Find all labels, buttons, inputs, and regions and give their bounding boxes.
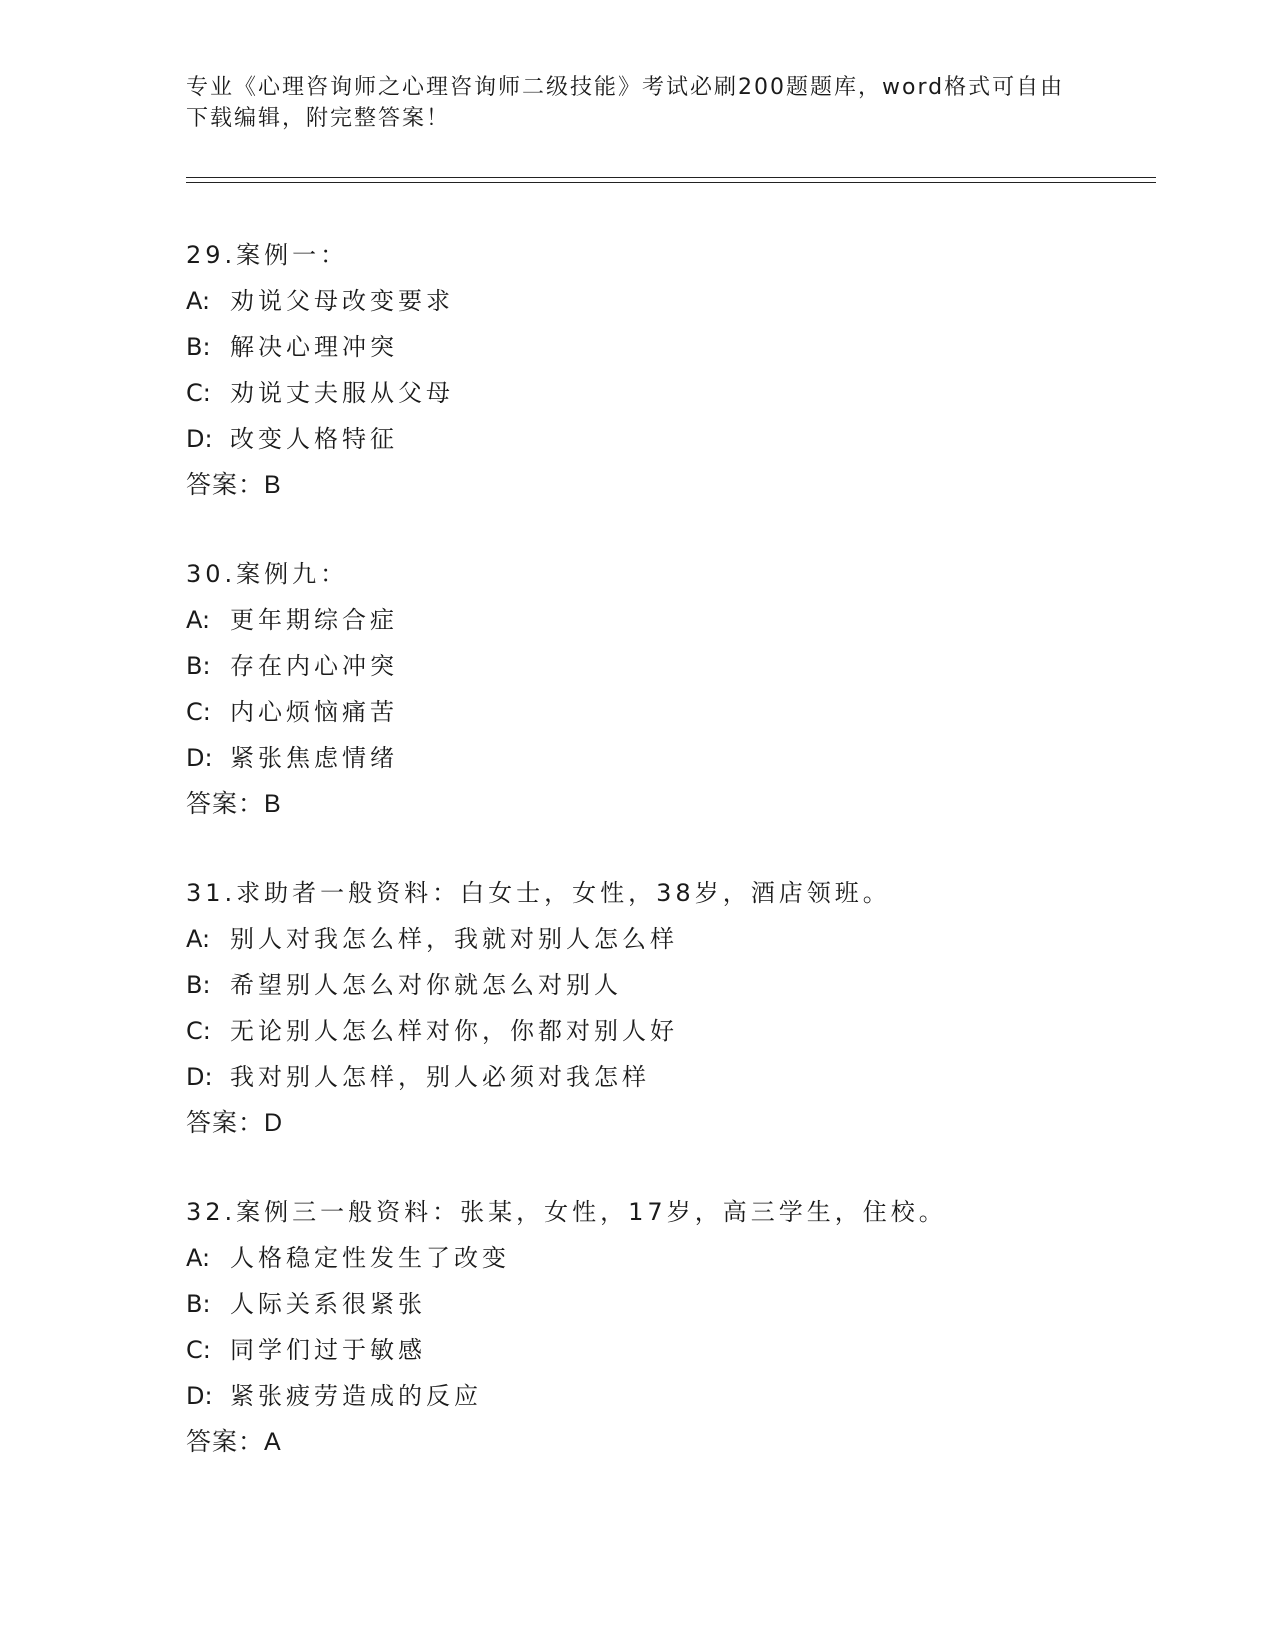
option-b <box>186 1281 1166 1327</box>
option-text: 解决心理冲突 <box>230 333 398 361</box>
option-text: 别人对我怎么样，我就对别人怎么样 <box>230 925 678 953</box>
option-text: 劝说丈夫服从父母 <box>230 379 454 407</box>
option-c <box>186 1008 1166 1054</box>
question-stem: 30.案例九： <box>186 560 349 588</box>
question-block <box>186 551 1166 827</box>
option-text: 希望别人怎么对你就怎么对别人 <box>230 971 622 999</box>
option-text: 紧张疲劳造成的反应 <box>230 1382 482 1410</box>
option-letter: D: <box>186 1063 213 1091</box>
option-text: 紧张焦虑情绪 <box>230 744 398 772</box>
answer-line: 答案：D <box>186 1109 284 1137</box>
option-b <box>186 962 1166 1008</box>
option-c <box>186 370 1166 416</box>
option-letter: A: <box>186 925 211 953</box>
question-block <box>186 232 1166 508</box>
option-letter: B: <box>186 1290 211 1318</box>
option-text: 人格稳定性发生了改变 <box>230 1244 510 1272</box>
option-letter: A: <box>186 1244 211 1272</box>
question-block <box>186 1189 1166 1465</box>
option-text: 同学们过于敏感 <box>230 1336 426 1364</box>
option-b <box>186 324 1166 370</box>
option-letter: C: <box>186 698 211 726</box>
question-stem: 29.案例一： <box>186 241 349 269</box>
page-header: 专业《心理咨询师之心理咨询师二级技能》考试必刷200题题库，word格式可自由下载编辑，附完整答案！ <box>186 75 1065 131</box>
option-text: 更年期综合症 <box>230 606 398 634</box>
option-a <box>186 916 1166 962</box>
option-letter: D: <box>186 425 213 453</box>
option-letter: C: <box>186 379 211 407</box>
question-block <box>186 870 1166 1146</box>
option-letter: D: <box>186 744 213 772</box>
option-text: 劝说父母改变要求 <box>230 287 454 315</box>
option-letter: C: <box>186 1017 211 1045</box>
header-divider-bottom <box>186 182 1156 183</box>
option-text: 改变人格特征 <box>230 425 398 453</box>
option-letter: C: <box>186 1336 211 1364</box>
option-letter: B: <box>186 971 211 999</box>
option-a <box>186 597 1166 643</box>
option-a <box>186 1235 1166 1281</box>
option-text: 我对别人怎样，别人必须对我怎样 <box>230 1063 650 1091</box>
question-stem: 31.求助者一般资料：白女士，女性，38岁，酒店领班。 <box>186 879 891 907</box>
header-divider-top <box>186 177 1156 178</box>
option-text: 存在内心冲突 <box>230 652 398 680</box>
option-c <box>186 1327 1166 1373</box>
option-letter: A: <box>186 606 211 634</box>
option-text: 内心烦恼痛苦 <box>230 698 398 726</box>
answer-line: 答案：B <box>186 471 282 499</box>
option-letter: A: <box>186 287 211 315</box>
answer-line: 答案：B <box>186 790 282 818</box>
answer-line: 答案：A <box>186 1428 282 1456</box>
option-d <box>186 1054 1166 1100</box>
option-c <box>186 689 1166 735</box>
option-a <box>186 278 1166 324</box>
option-text: 人际关系很紧张 <box>230 1290 426 1318</box>
option-b <box>186 643 1166 689</box>
option-letter: B: <box>186 333 211 361</box>
option-letter: B: <box>186 652 211 680</box>
option-letter: D: <box>186 1382 213 1410</box>
question-stem: 32.案例三一般资料：张某，女性，17岁，高三学生，住校。 <box>186 1198 947 1226</box>
option-d <box>186 416 1166 462</box>
option-d <box>186 735 1166 781</box>
option-d <box>186 1373 1166 1419</box>
option-text: 无论别人怎么样对你，你都对别人好 <box>230 1017 678 1045</box>
